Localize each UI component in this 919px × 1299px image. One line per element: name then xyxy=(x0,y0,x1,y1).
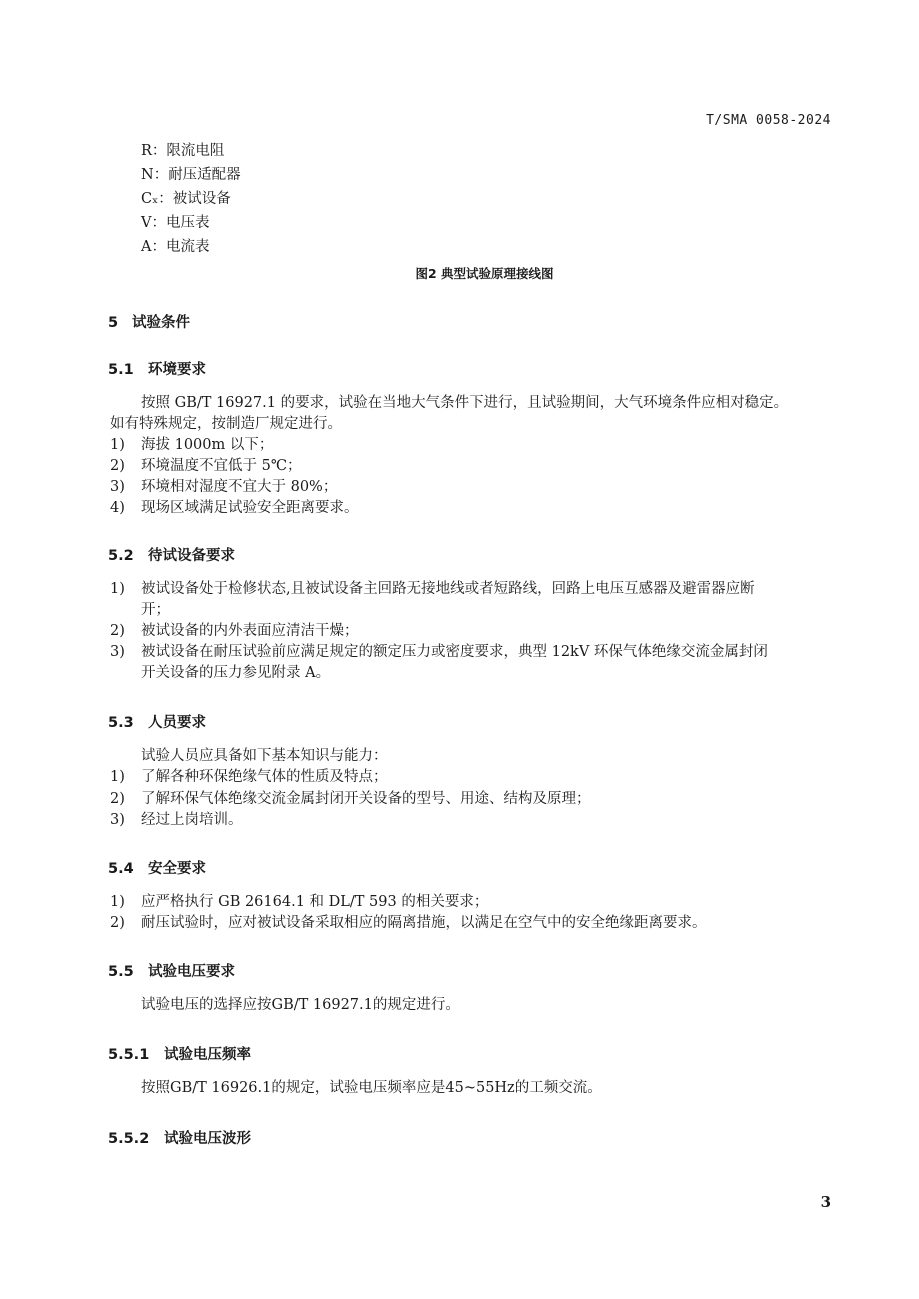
legend-desc: 限流电阻 xyxy=(166,143,225,159)
section-title: 环境要求 xyxy=(148,362,206,378)
list-number: 1) xyxy=(110,894,125,910)
section-title: 试验电压要求 xyxy=(148,964,235,980)
list-item xyxy=(110,456,302,476)
section-number: 5.5.2 xyxy=(108,1131,150,1147)
legend-item-n xyxy=(141,165,241,185)
section-number: 5.5 xyxy=(108,964,134,980)
section-number: 5 xyxy=(108,315,119,331)
list-number: 1) xyxy=(110,581,125,597)
legend-item-cx xyxy=(141,189,231,209)
legend-desc: 电流表 xyxy=(165,239,210,255)
list-number: 2) xyxy=(110,791,125,807)
section-title: 试验电压频率 xyxy=(164,1047,251,1063)
legend-symbol: N： xyxy=(141,167,169,183)
list-number: 4) xyxy=(110,500,125,516)
list-item xyxy=(110,789,591,809)
legend-desc: 被试设备 xyxy=(172,191,231,207)
section-title: 待试设备要求 xyxy=(148,548,235,564)
legend-item-v xyxy=(141,213,209,233)
section-heading-5-2 xyxy=(108,544,235,565)
legend-symbol: A： xyxy=(141,239,166,255)
list-item xyxy=(110,477,337,497)
list-text: 被试设备的内外表面应清洁干燥； xyxy=(141,623,359,639)
section-title: 人员要求 xyxy=(148,715,206,731)
list-text: 被试设备在耐压试验前应满足规定的额定压力或密度要求，典型 12kV 环保气体绝缘交流金属封闭 xyxy=(141,644,768,660)
paragraph-line: 试验人员应具备如下基本知识与能力： xyxy=(141,748,388,764)
paragraph-line: 如有特殊规定，按制造厂规定进行。 xyxy=(110,416,342,432)
legend-symbol: R： xyxy=(141,143,167,159)
list-item xyxy=(110,892,488,912)
section-heading-5 xyxy=(108,311,190,332)
list-number: 3) xyxy=(110,644,125,660)
list-number: 2) xyxy=(110,623,125,639)
legend-symbol: Cₓ： xyxy=(141,191,173,207)
section-title: 安全要求 xyxy=(148,861,206,877)
legend-item-a xyxy=(141,237,209,257)
section-heading-5-3 xyxy=(108,711,206,732)
list-item xyxy=(110,579,755,599)
section-heading-5-1 xyxy=(108,358,206,379)
list-text-continuation: 开； xyxy=(141,602,170,618)
list-number: 2) xyxy=(110,915,125,931)
list-number: 1) xyxy=(110,769,125,785)
list-number: 2) xyxy=(110,458,125,474)
list-item xyxy=(110,810,243,830)
section-number: 5.3 xyxy=(108,715,134,731)
list-number: 3) xyxy=(110,479,125,495)
paragraph-line: 按照GB/T 16926.1的规定，试验电压频率应是45~55Hz的工频交流。 xyxy=(141,1080,602,1096)
list-text: 海拔 1000m 以下； xyxy=(141,437,274,453)
list-number: 1) xyxy=(110,437,125,453)
list-text: 环境相对湿度不宜大于 80%； xyxy=(141,479,338,495)
list-text: 被试设备处于检修状态,且被试设备主回路无接地线或者短路线，回路上电压互感器及避雷器应断 xyxy=(141,581,755,597)
section-title: 试验电压波形 xyxy=(164,1131,251,1147)
list-item xyxy=(110,913,707,933)
document-code: T/SMA 0058-2024 xyxy=(706,113,831,128)
list-text: 经过上岗培训。 xyxy=(141,812,243,828)
figure-caption: 图2 典型试验原理接线图 xyxy=(415,266,554,281)
legend-desc: 电压表 xyxy=(165,215,210,231)
page-number: 3 xyxy=(820,1193,831,1211)
list-item xyxy=(110,642,768,662)
section-title: 试验条件 xyxy=(132,315,190,331)
section-number: 5.4 xyxy=(108,861,134,877)
paragraph-line: 按照 GB/T 16927.1 的要求，试验在当地大气条件下进行，且试验期间，大气环境条件应相对稳定。 xyxy=(141,395,789,411)
list-text: 环境温度不宜低于 5℃； xyxy=(141,458,302,474)
list-item xyxy=(110,498,359,518)
list-item xyxy=(110,767,388,787)
list-text-continuation: 开关设备的压力参见附录 A。 xyxy=(141,665,331,681)
paragraph-line: 试验电压的选择应按GB/T 16927.1的规定进行。 xyxy=(141,997,460,1013)
section-number: 5.5.1 xyxy=(108,1047,150,1063)
section-heading-5-5-1 xyxy=(108,1043,251,1064)
section-heading-5-5-2 xyxy=(108,1127,251,1148)
list-number: 3) xyxy=(110,812,125,828)
list-item xyxy=(110,621,359,641)
section-number: 5.2 xyxy=(108,548,134,564)
section-heading-5-4 xyxy=(108,857,206,878)
legend-symbol: V： xyxy=(141,215,166,231)
list-text: 耐压试验时，应对被试设备采取相应的隔离措施，以满足在空气中的安全绝缘距离要求。 xyxy=(141,915,707,931)
list-item xyxy=(110,435,273,455)
section-heading-5-5 xyxy=(108,960,235,981)
list-text: 现场区域满足试验安全距离要求。 xyxy=(141,500,359,516)
list-text: 了解环保气体绝缘交流金属封闭开关设备的型号、用途、结构及原理； xyxy=(141,791,591,807)
list-text: 了解各种环保绝缘气体的性质及特点； xyxy=(141,769,388,785)
legend-item-r xyxy=(141,141,224,161)
section-number: 5.1 xyxy=(108,362,134,378)
legend-desc: 耐压适配器 xyxy=(168,167,241,183)
list-text: 应严格执行 GB 26164.1 和 DL/T 593 的相关要求； xyxy=(141,894,489,910)
